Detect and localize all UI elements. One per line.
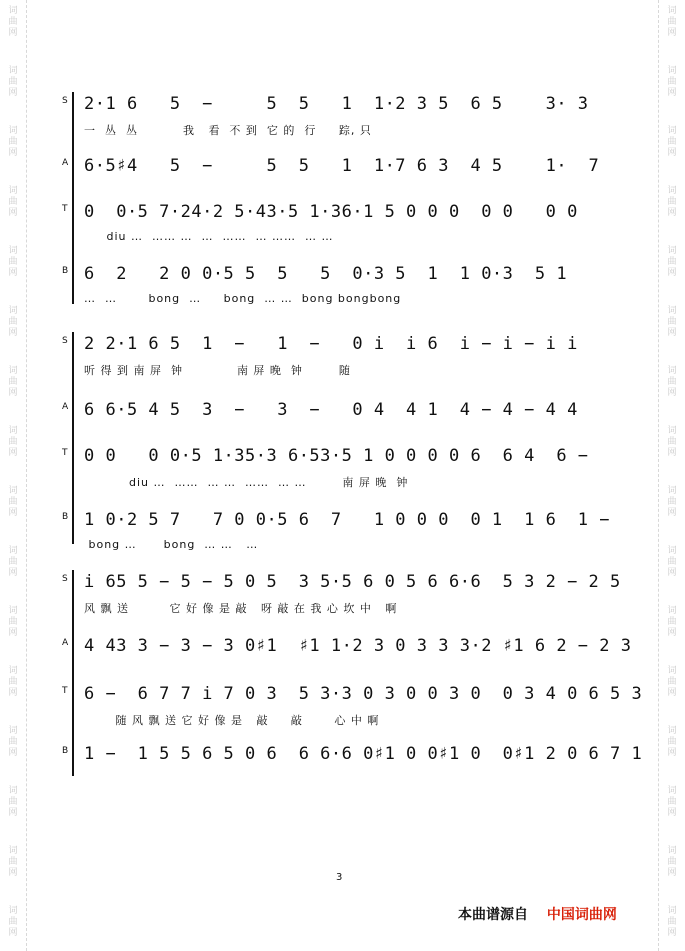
watermark-glyph: 词 曲 网 (667, 6, 677, 38)
voice-label: A (62, 402, 69, 412)
watermark-glyph: 词 曲 网 (8, 66, 18, 98)
voice-label: T (62, 686, 68, 696)
watermark-glyph: 词 曲 网 (8, 426, 18, 458)
watermark-column-left (0, 0, 27, 951)
watermark-glyph: 词 曲 网 (8, 846, 18, 878)
staff-tenor (62, 200, 608, 262)
staff-lyrics: … … bong … bong … … bong bongbong (84, 292, 402, 305)
staff-tenor (62, 682, 643, 744)
watermark-glyph: 词 曲 网 (8, 726, 18, 758)
staff-notes: 2 2·1 6 5 1 − 1 − 0 i i 6 i − i − i i (84, 334, 578, 354)
watermark-glyph: 词 曲 网 (667, 486, 677, 518)
watermark-glyph: 词 曲 网 (8, 306, 18, 338)
watermark-glyph: 词 曲 网 (8, 366, 18, 398)
watermark-glyph: 词 曲 网 (667, 186, 677, 218)
staff-notes: 0 0·5 7·24·2 5·43·5 1·36·1 5 0 0 0 0 0 0 0 (84, 202, 578, 222)
watermark-glyph: 词 曲 网 (8, 6, 18, 38)
voice-label: B (62, 266, 69, 276)
staff-bass (62, 742, 643, 804)
staff-notes: 0 0 0 0·5 1·35·3 6·53·5 1 0 0 0 0 6 6 4 6 − (84, 446, 589, 466)
voice-label: A (62, 638, 69, 648)
watermark-glyph: 词 曲 网 (8, 186, 18, 218)
watermark-glyph: 词 曲 网 (667, 846, 677, 878)
footer-credit (458, 904, 617, 924)
watermark-glyph: 词 曲 网 (8, 546, 18, 578)
watermark-glyph: 词 曲 网 (667, 606, 677, 638)
voice-label: B (62, 512, 69, 522)
voice-label: S (62, 336, 68, 346)
watermark-glyph: 词 曲 网 (667, 546, 677, 578)
watermark-glyph: 词 曲 网 (8, 666, 18, 698)
score-system-2 (62, 332, 611, 552)
voice-label: S (62, 96, 68, 106)
watermark-glyph: 词 曲 网 (667, 426, 677, 458)
footer-site-link[interactable]: 中国词曲网 (546, 907, 617, 923)
staff-notes: 4 43 3 − 3 − 3 0♯1 ♯1 1·2 3 0 3 3 3·2 ♯1 6 2 − 2 3 (84, 636, 632, 656)
footer-source-label: 本曲谱源自 (458, 907, 528, 923)
page-number: 3 (336, 872, 343, 883)
staff-soprano (62, 332, 608, 394)
watermark-glyph: 词 曲 网 (667, 666, 677, 698)
watermark-glyph: 词 曲 网 (667, 906, 677, 938)
watermark-glyph: 词 曲 网 (8, 126, 18, 158)
watermark-glyph: 词 曲 网 (8, 786, 18, 818)
staff-notes: i 65 5 − 5 − 5 0 5 3 5·5 6 0 5 6 6·6 5 3 2 − 2 5 (84, 572, 621, 592)
watermark-glyph: 词 曲 网 (8, 486, 18, 518)
watermark-glyph: 词 曲 网 (667, 366, 677, 398)
staff-lyrics: diu … …… … … …… … … 南 屏 晚 钟 (84, 476, 409, 489)
staff-notes: 1 0·2 5 7 7 0 0·5 6 7 1 0 0 0 0 1 1 6 1 − (84, 510, 611, 530)
watermark-glyph: 词 曲 网 (667, 726, 677, 758)
score-system-3 (62, 570, 643, 790)
watermark-glyph: 词 曲 网 (8, 906, 18, 938)
staff-lyrics: 听 得 到 南 屏 钟 南 屏 晚 钟 随 (84, 364, 351, 377)
voice-label: S (62, 574, 68, 584)
staff-bass (62, 262, 608, 324)
staff-lyrics: 随 风 飘 送 它 好 像 是 敲 敲 心 中 啊 (84, 714, 380, 727)
watermark-column-right (658, 0, 685, 951)
staff-notes: 6 6·5 4 5 3 − 3 − 0 4 4 1 4 − 4 − 4 4 (84, 400, 578, 420)
watermark-glyph: 词 曲 网 (667, 786, 677, 818)
staff-lyrics: bong … bong … … … (84, 538, 259, 551)
staff-notes: 2·1 6 5 − 5 5 1 1·2 3 5 6 5 3· 3 (84, 94, 589, 114)
watermark-glyph: 词 曲 网 (8, 606, 18, 638)
voice-label: T (62, 204, 68, 214)
staff-bass (62, 508, 611, 570)
staff-soprano (62, 92, 608, 154)
staff-lyrics: 一 丛 丛 我 看 不 到 它 的 行 踪, 只 (84, 124, 372, 137)
voice-label: B (62, 746, 69, 756)
staff-soprano (62, 570, 621, 632)
watermark-glyph: 词 曲 网 (667, 306, 677, 338)
staff-notes: 6·5♯4 5 − 5 5 1 1·7 6 3 4 5 1· 7 (84, 156, 600, 176)
staff-lyrics: diu … …… … … …… … …… … … (84, 230, 334, 243)
staff-notes: 1 − 1 5 5 6 5 0 6 6 6·6 0♯1 0 0♯1 0 0♯1 2 0 6 7 1 (84, 744, 643, 764)
voice-label: A (62, 158, 69, 168)
watermark-glyph: 词 曲 网 (8, 246, 18, 278)
watermark-glyph: 词 曲 网 (667, 66, 677, 98)
voice-label: T (62, 448, 68, 458)
watermark-glyph: 词 曲 网 (667, 246, 677, 278)
staff-lyrics: 风 飘 送 它 好 像 是 敲 呀 敲 在 我 心 坎 中 啊 (84, 602, 398, 615)
staff-notes: 6 2 2 0 0·5 5 5 5 0·3 5 1 1 0·3 5 1 (84, 264, 568, 284)
staff-tenor (62, 444, 608, 506)
watermark-glyph: 词 曲 网 (667, 126, 677, 158)
score-system-1 (62, 92, 608, 312)
staff-notes: 6 − 6 7 7 i 7 0 3 5 3·3 0 3 0 0 3 0 0 3 4 0 6 5 3 (84, 684, 643, 704)
